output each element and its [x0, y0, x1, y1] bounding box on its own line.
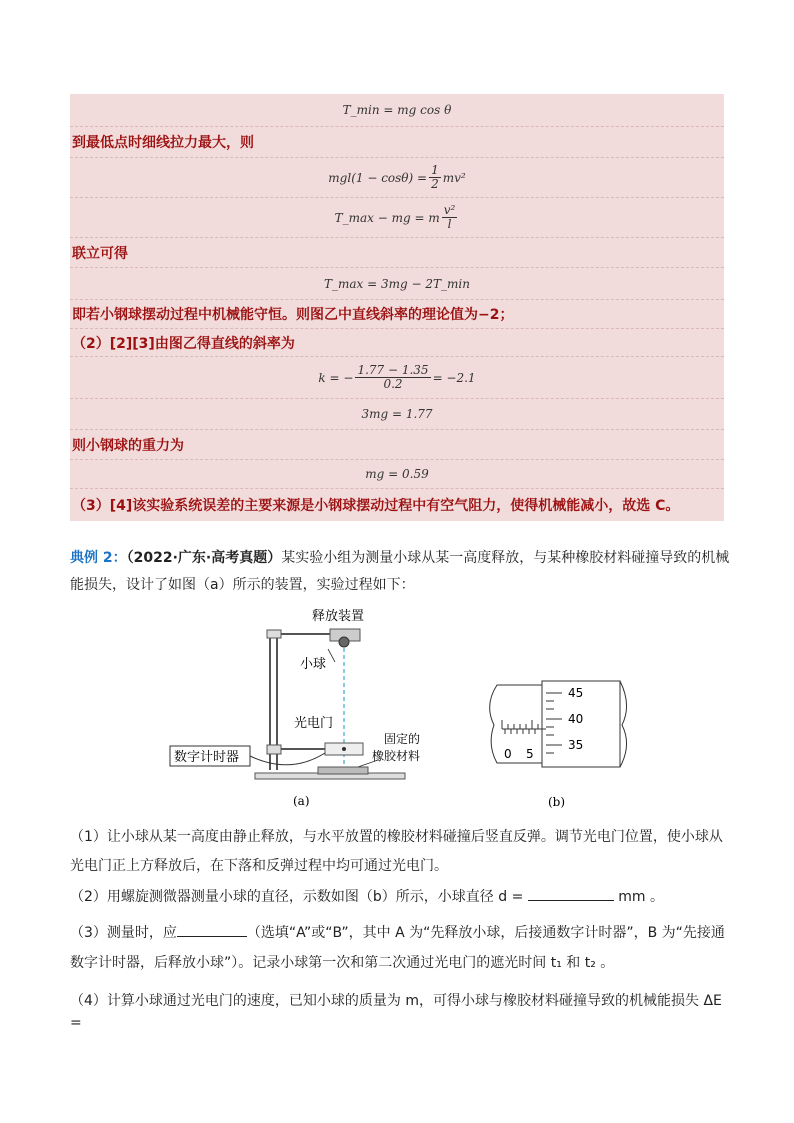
question-text: （3）测量时，应 [70, 925, 177, 941]
intro-text: 某实验小组为测量小球从某一高度释放，与某种橡胶材料碰撞导致的机械 [281, 550, 730, 566]
solution-text: 即若小钢球摆动过程中机械能守恒。则图乙中直线斜率的理论值为−2； [72, 307, 514, 323]
equation-text: T_max = 3mg − 2T_min [324, 276, 470, 291]
thimble-edge [620, 681, 627, 767]
equation-slope [70, 357, 724, 399]
question-text: 光电门正上方释放后，在下落和反弹过程中均可通过光电门。 [70, 858, 448, 874]
fraction-denominator: 0.2 [383, 377, 403, 391]
equation-3mg [70, 399, 724, 430]
scale-45: 45 [568, 686, 584, 700]
fraction [429, 164, 441, 191]
fraction-denominator: 2 [431, 177, 439, 191]
question-text: （1）让小球从某一高度由静止释放，与水平放置的橡胶材料碰撞后竖直反弹。调节光电门位置，使小球从 [70, 829, 723, 845]
equation-text: T_min = mg cos θ [342, 103, 452, 117]
equation-text: = −2.1 [432, 370, 476, 385]
photogate-beam [342, 747, 346, 751]
fraction-numerator: 1.77 − 1.35 [357, 363, 429, 377]
solution-text-4 [70, 329, 724, 357]
solution-text-1 [70, 127, 724, 158]
question-2 [70, 886, 730, 908]
solution-text: （3）[4]该实验系统误差的主要来源是小钢球摆动过程中有空气阻力，使得机械能减小，故选 C。 [72, 498, 680, 514]
question-3 [70, 918, 730, 978]
question-4 [70, 990, 730, 1034]
equation-text: 3mg = 1.77 [361, 407, 433, 421]
question-1 [70, 823, 730, 881]
scale-35: 35 [568, 738, 584, 752]
clamp-top [267, 630, 281, 638]
solution-text-5 [70, 430, 724, 460]
fraction-denominator: l [447, 217, 452, 231]
figure-b-micrometer [482, 675, 642, 815]
question-text: （4）计算小球通过光电门的速度，已知小球的质量为 m，可得小球与橡胶材料碰撞导致的机械能损失 ΔE = [70, 993, 722, 1031]
equation-text: mgl(1 − cosθ) = [328, 170, 428, 185]
label-timer: 数字计时器 [174, 750, 240, 765]
caption-b: (b) [548, 795, 566, 809]
solution-text: （2）[2][3]由图乙得直线的斜率为 [72, 335, 295, 352]
label-photogate: 光电门 [294, 716, 334, 731]
scale-5: 5 [526, 747, 534, 761]
equation-tension-min [70, 94, 724, 127]
intro-text: 能损失，设计了如图（a）所示的装置，实验过程如下： [70, 577, 415, 593]
equation-mg [70, 460, 724, 489]
equation-tension-max [70, 198, 724, 238]
equation-text: T_max − mg = m [334, 210, 440, 225]
label-ball: 小球 [300, 657, 327, 672]
ball-pointer [328, 649, 335, 662]
solution-text-2 [70, 238, 724, 268]
equation-combined [70, 268, 724, 300]
fraction [442, 204, 458, 231]
ball-icon [339, 637, 349, 647]
micrometer-frame [490, 685, 542, 763]
question-text: 数字计时器，后释放小球”）。记录小球第一次和第二次通过光电门的遮光时间 t₁ 和 t₂ 。 [70, 955, 615, 971]
label-rubber-1: 固定的 [384, 732, 421, 746]
rubber-material [318, 767, 368, 774]
solution-text: 到最低点时细线拉力最大，则 [72, 135, 254, 151]
solution-block [70, 94, 724, 521]
solution-text: 联立可得 [72, 245, 128, 262]
scale-40: 40 [568, 712, 584, 726]
answer-blank-order[interactable] [177, 936, 247, 937]
fraction-numerator: v² [443, 203, 456, 217]
scale-0: 0 [504, 747, 512, 761]
question-text: （2）用螺旋测微器测量小球的直径，示数如图（b）所示，小球直径 d = [70, 889, 524, 905]
solution-text-6 [70, 489, 724, 521]
solution-text-3 [70, 300, 724, 329]
question-text: mm 。 [618, 889, 664, 905]
question-text: （选填“A”或“B”，其中 A 为“先释放小球，后接通数字计时器”，B 为“先接通 [246, 925, 725, 941]
figure-a-apparatus [160, 605, 460, 815]
caption-a: (a) [293, 794, 310, 808]
example-label: 典例 2： [70, 550, 127, 566]
equation-text: k = − [318, 370, 354, 385]
clamp-bottom [267, 745, 281, 754]
example-source: （2022·广东·高考真题） [126, 550, 282, 566]
fraction-numerator: 1 [431, 163, 439, 177]
label-release-device: 释放装置 [312, 609, 365, 624]
timer-cable [250, 753, 325, 765]
equation-text: mv² [442, 170, 466, 185]
example-intro [70, 545, 730, 599]
label-rubber-2: 橡胶材料 [372, 749, 421, 763]
equation-energy [70, 158, 724, 198]
equation-text: mg = 0.59 [365, 467, 429, 481]
fraction [355, 364, 430, 391]
solution-text: 则小钢球的重力为 [72, 437, 184, 454]
answer-blank-diameter[interactable] [528, 900, 614, 901]
